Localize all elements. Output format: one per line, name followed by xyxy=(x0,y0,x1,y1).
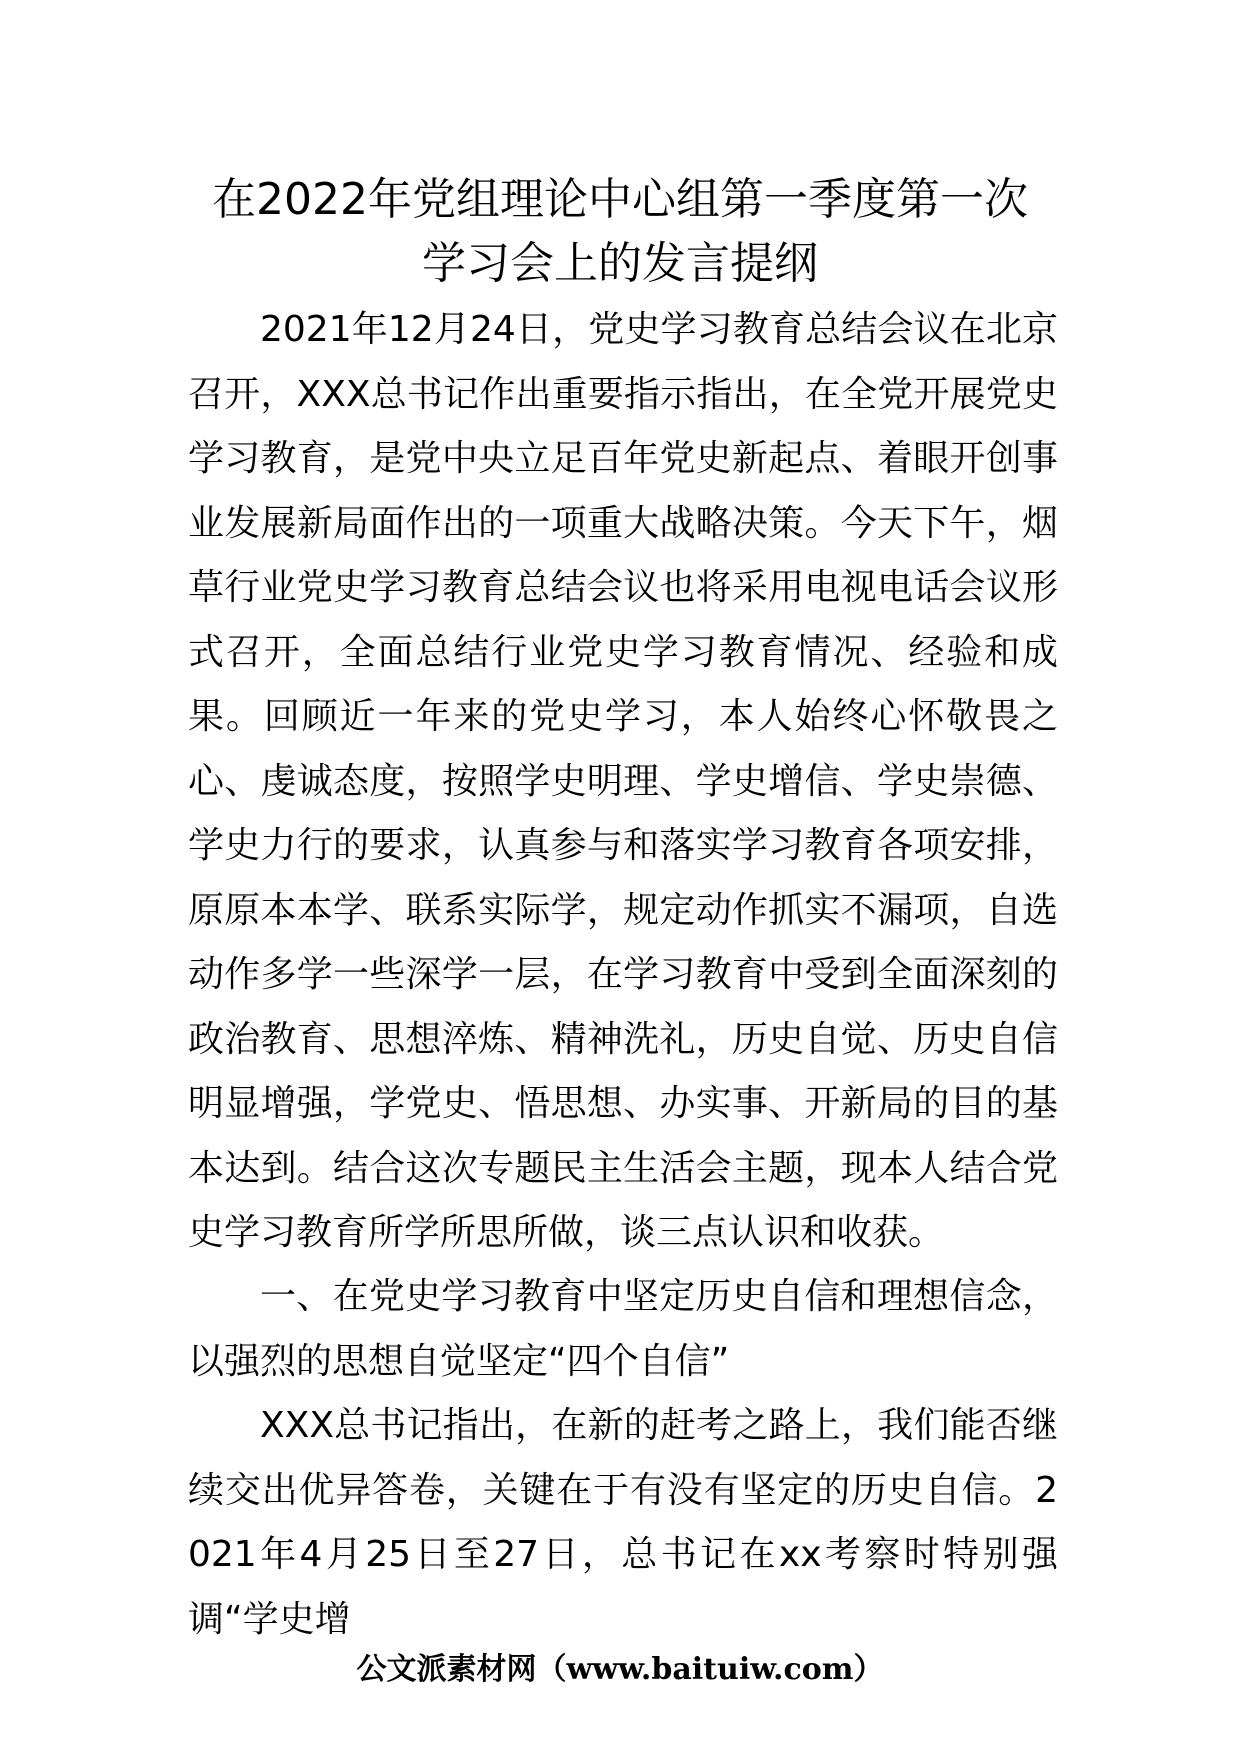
document-title-line-2: 学习会上的发言提纲 xyxy=(422,238,818,289)
body-paragraph-intro: 2021年12月24日，党史学习教育总结会议在北京召开，XXX总书记作出重要指示指出，在全党开展党史学习教育，是党中央立足百年党史新起点、着眼开创事业发展新局面作出的一项重大战略决策。今天下午，烟草行业党史学习教育总结会议也将采用电视电话会议形式召开，全面总结行业党史学习教育情况、经验和成果。回顾近一年来的党史学习，本人始终心怀敬畏之心、虔诚态度，按照学史明理、学史增信、学史崇德、学史力行的要求，认真参与和落实学习教育各项安排，原原本本学、联系实际学，规定动作抓实不漏项，自选动作多学一些深学一层，在学习教育中受到全面深刻的政治教育、思想淬炼、精神洗礼，历史自觉、历史自信明显增强，学党史、悟思想、办实事、开新局的目的基本达到。结合这次专题民主生活会主题，现本人结合党史学习教育所学所思所做，谈三点认识和收获。 xyxy=(188,309,1058,1253)
footer-watermark: 公文派素材网（www.baituiw.com） xyxy=(356,1652,884,1687)
document-title-line-1: 在2022年党组理论中心组第一季度第一次 xyxy=(212,174,1028,225)
section-heading-1: 一、在党史学习教育中坚定历史自信和理想信念，以强烈的思想自觉坚定“四个自信” xyxy=(188,1276,1058,1382)
body-paragraph-section-1: XXX总书记指出，在新的赶考之路上，我们能否继续交出优异答卷，关键在于有没有坚定的历史自信。2021年4月25日至27日，总书记在xx考察时特别强调“学史增 xyxy=(188,1405,1058,1640)
